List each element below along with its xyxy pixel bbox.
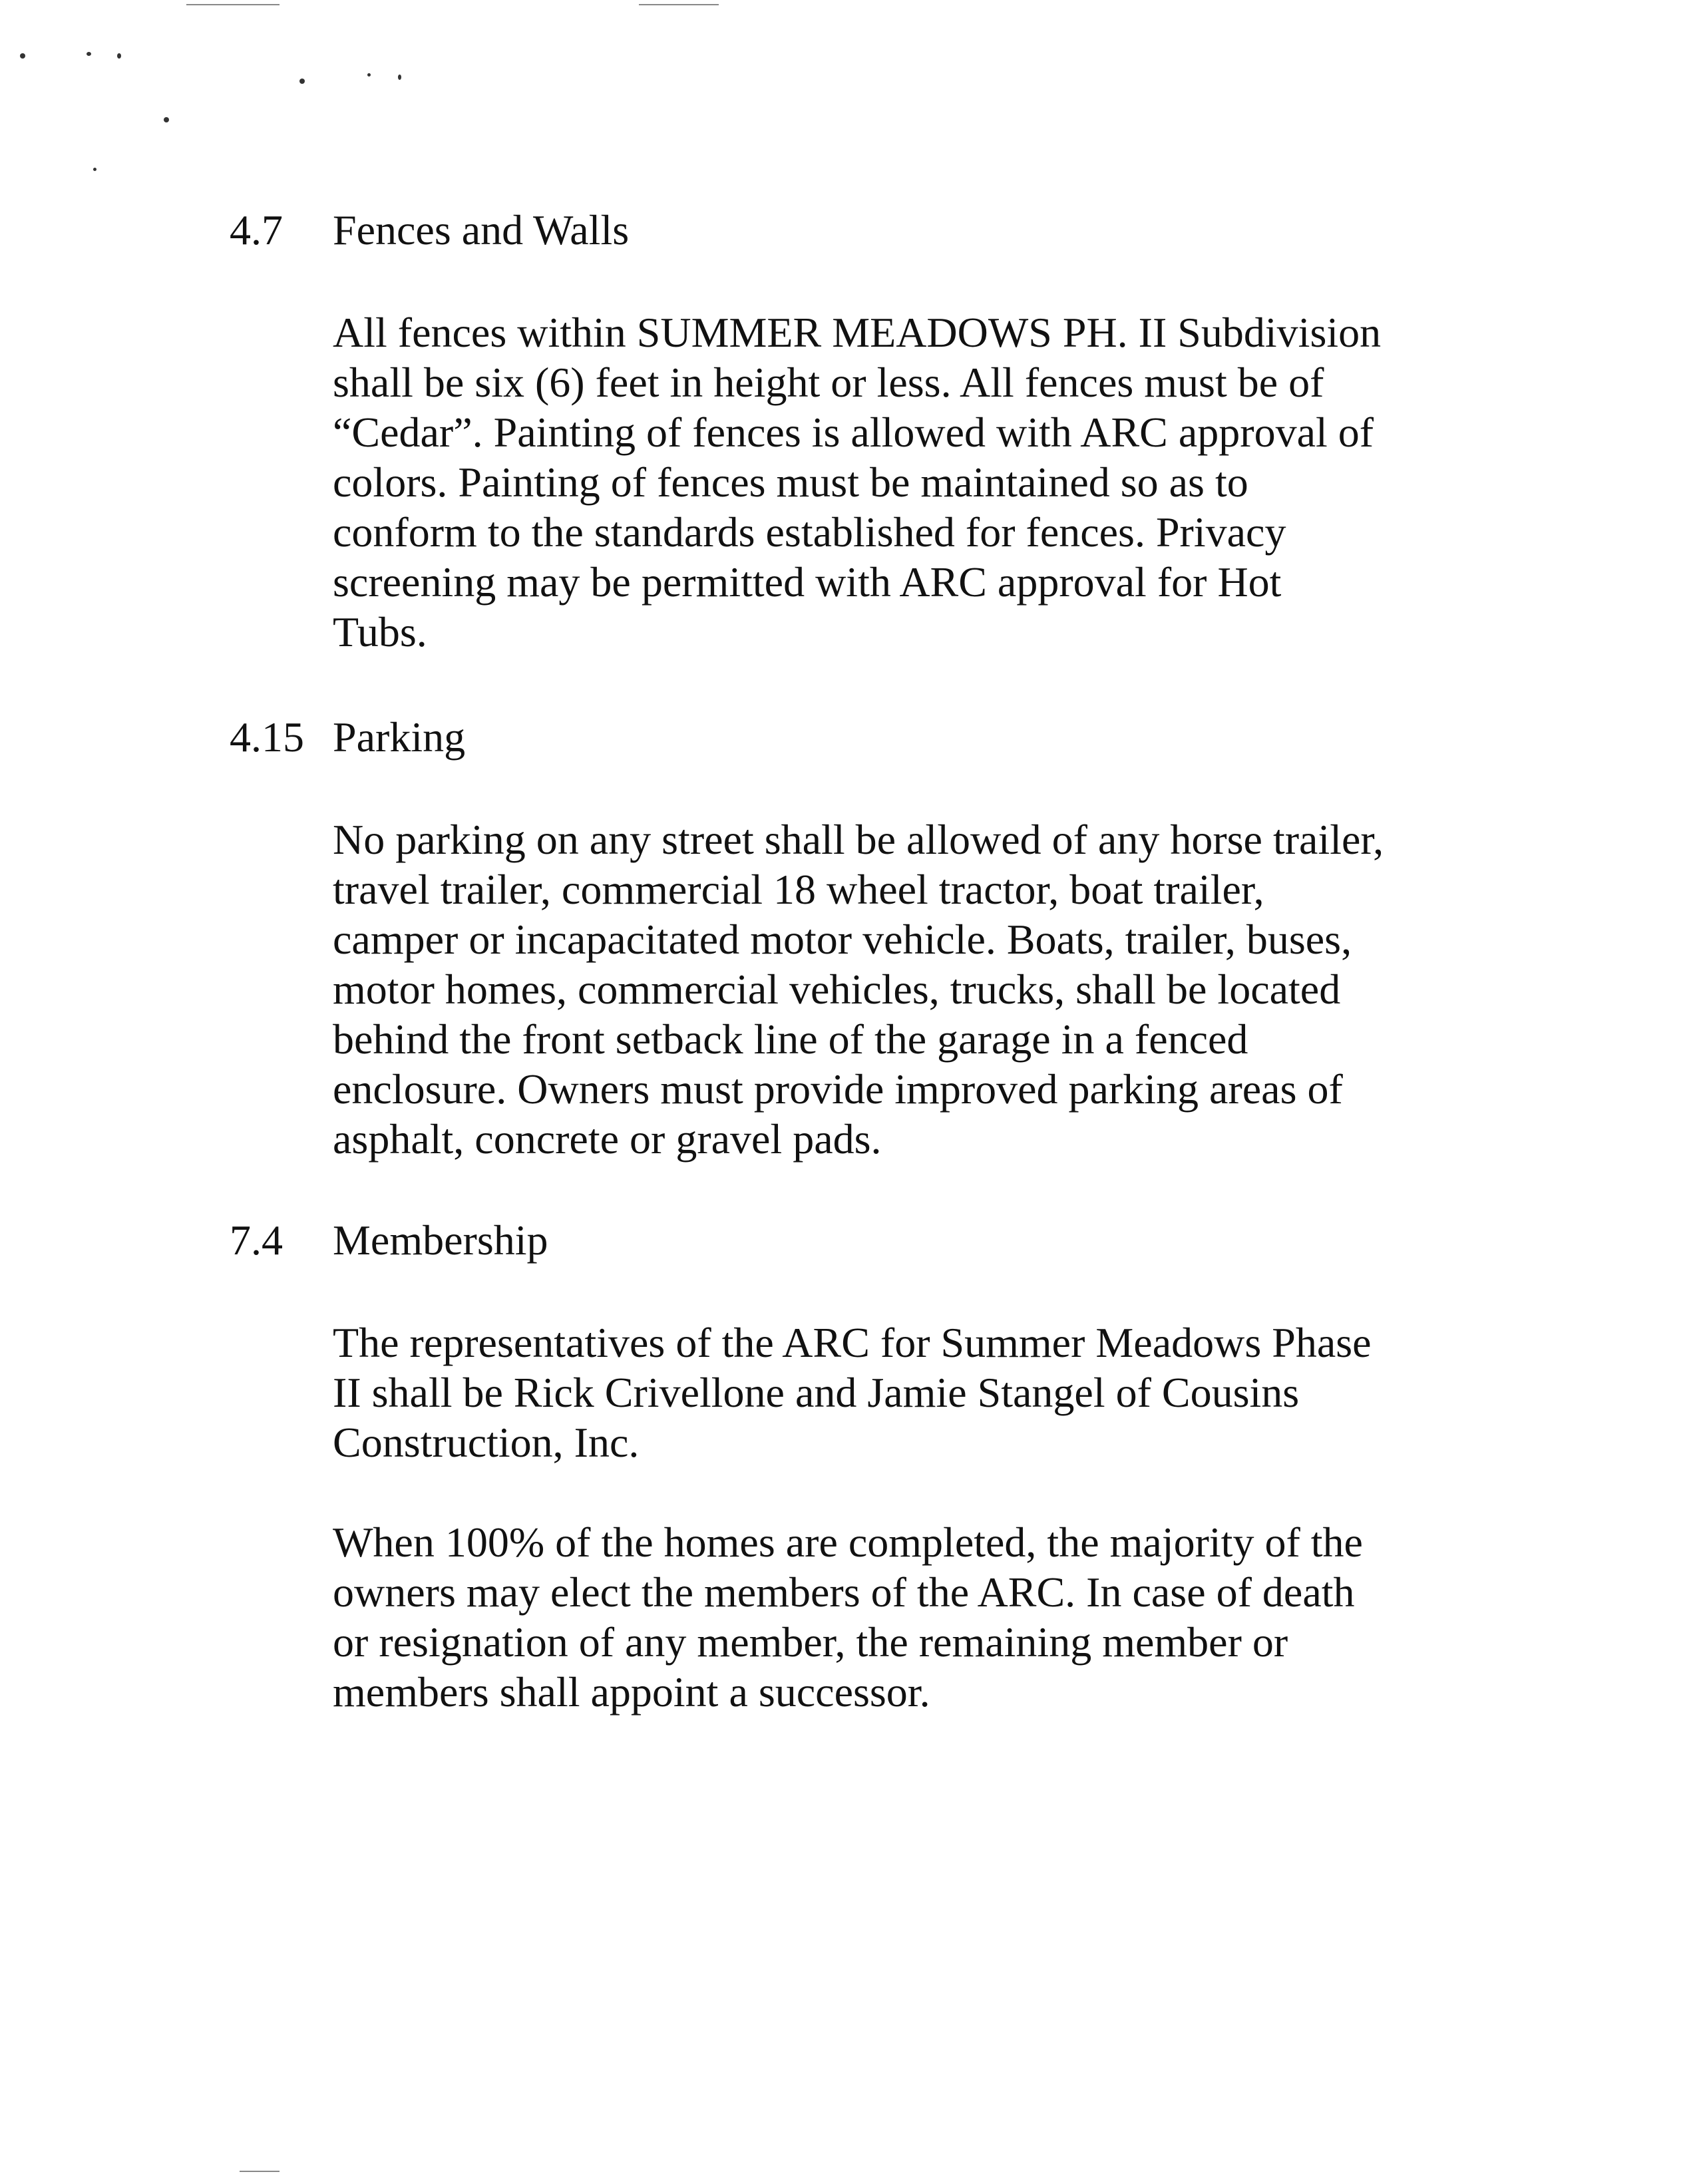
scan-artifact-rule bbox=[186, 4, 280, 5]
paragraph-line: “Cedar”. Painting of fences is allowed with ARC approval of bbox=[333, 409, 1374, 456]
paragraph-line: behind the front setback line of the garage in a fenced bbox=[333, 1015, 1248, 1063]
paragraph-line: shall be six (6) feet in height or less. All fences must be of bbox=[333, 359, 1324, 406]
paragraph-line: colors. Painting of fences must be maintained so as to bbox=[333, 458, 1248, 506]
paragraph-line: When 100% of the homes are completed, the majority of the bbox=[333, 1519, 1363, 1566]
section-number: 4.7 bbox=[230, 206, 283, 254]
section-fences-and-walls bbox=[230, 205, 1494, 657]
section-parking bbox=[230, 712, 1494, 1164]
section-number: 4.15 bbox=[230, 713, 304, 761]
scan-artifact-speck bbox=[299, 79, 305, 84]
scan-artifact-speck bbox=[20, 53, 25, 59]
section-paragraph bbox=[333, 815, 1504, 1164]
paragraph-line: owners may elect the members of the ARC. In case of death bbox=[333, 1568, 1355, 1616]
scan-artifact-speck bbox=[93, 168, 96, 171]
paragraph-line: Tubs. bbox=[333, 608, 427, 655]
paragraph-line: motor homes, commercial vehicles, trucks, shall be located bbox=[333, 966, 1341, 1013]
section-title: Fences and Walls bbox=[333, 206, 630, 254]
section-number: 7.4 bbox=[230, 1216, 283, 1264]
section-title: Membership bbox=[333, 1216, 548, 1264]
paragraph-line: All fences within SUMMER MEADOWS PH. II Subdivision bbox=[333, 309, 1382, 356]
section-paragraph bbox=[333, 307, 1504, 657]
scan-artifact-speck bbox=[164, 117, 169, 122]
scan-artifact-speck bbox=[117, 53, 121, 59]
paragraph-line: travel trailer, commercial 18 wheel tractor, boat trailer, bbox=[333, 866, 1264, 913]
scan-artifact-speck bbox=[398, 75, 401, 80]
scan-artifact-speck bbox=[367, 73, 371, 77]
paragraph-line: screening may be permitted with ARC approval for Hot bbox=[333, 558, 1282, 606]
paragraph-line: asphalt, concrete or gravel pads. bbox=[333, 1115, 882, 1163]
paragraph-line: members shall appoint a successor. bbox=[333, 1668, 930, 1716]
paragraph-line: or resignation of any member, the remaining member or bbox=[333, 1618, 1288, 1666]
section-heading bbox=[230, 1215, 1494, 1266]
paragraph-line: Construction, Inc. bbox=[333, 1419, 640, 1466]
paragraph-line: The representatives of the ARC for Summer Meadows Phase bbox=[333, 1319, 1372, 1366]
section-paragraph bbox=[333, 1517, 1504, 1717]
section-title: Parking bbox=[333, 713, 466, 761]
section-paragraph bbox=[333, 1318, 1504, 1467]
section-heading bbox=[230, 205, 1494, 256]
scan-artifact-speck bbox=[87, 52, 91, 56]
paragraph-line: conform to the standards established for fences. Privacy bbox=[333, 508, 1286, 556]
section-heading bbox=[230, 712, 1494, 763]
paragraph-line: camper or incapacitated motor vehicle. Boats, trailer, buses, bbox=[333, 916, 1352, 963]
section-membership bbox=[230, 1215, 1494, 1717]
paragraph-line: II shall be Rick Crivellone and Jamie Stangel of Cousins bbox=[333, 1369, 1300, 1416]
paragraph-line: enclosure. Owners must provide improved parking areas of bbox=[333, 1065, 1343, 1113]
scan-artifact-rule bbox=[639, 4, 719, 5]
paragraph-line: No parking on any street shall be allowed of any horse trailer, bbox=[333, 816, 1384, 863]
scan-artifact-rule bbox=[240, 2171, 280, 2172]
